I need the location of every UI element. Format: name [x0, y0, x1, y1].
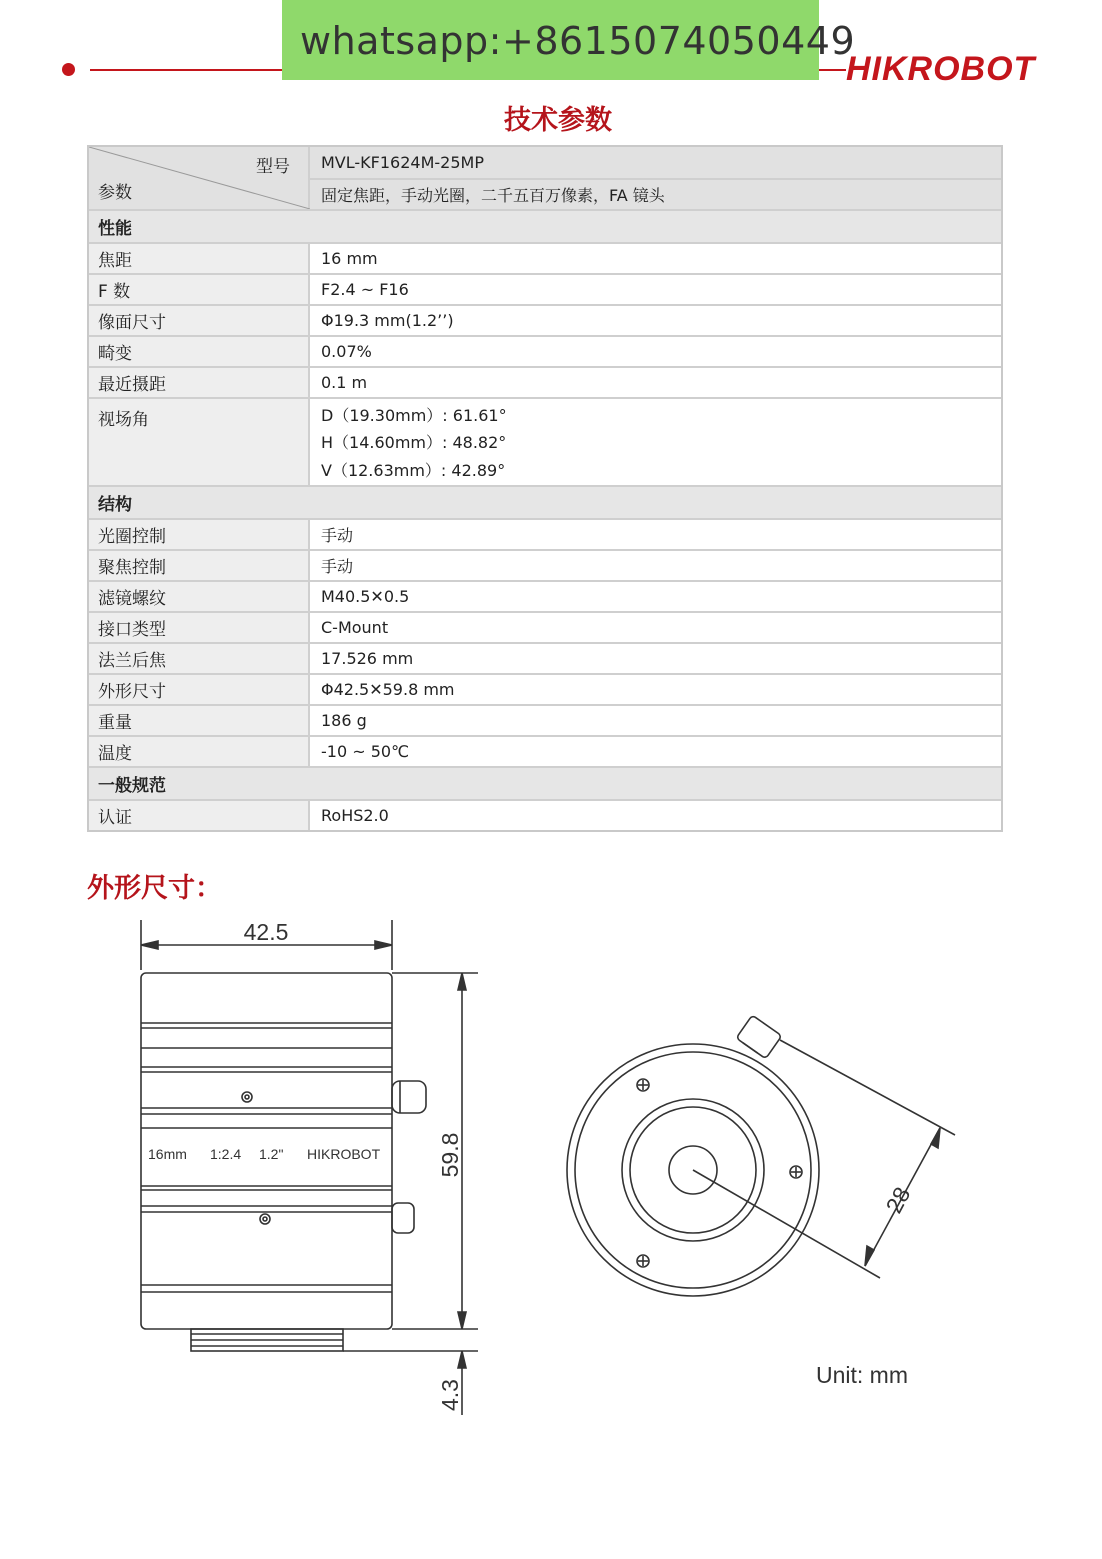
row-key: 重量	[89, 706, 310, 735]
row-key: F 数	[89, 275, 310, 304]
table-row	[89, 673, 1001, 704]
table-row	[89, 242, 1001, 273]
row-key: 光圈控制	[89, 520, 310, 549]
table-row	[89, 304, 1001, 335]
table-row	[89, 642, 1001, 673]
table-row	[89, 799, 1001, 830]
fov-horizontal: H（14.60mm）: 48.82°	[321, 433, 507, 453]
row-key: 认证	[89, 801, 310, 830]
row-value: 17.526 mm	[321, 649, 414, 668]
param-key-label: 参数	[98, 183, 132, 203]
model-key-label: 型号	[256, 157, 290, 177]
row-key: 像面尺寸	[89, 306, 310, 335]
row-value: 手动	[321, 557, 354, 576]
spec-table	[87, 145, 1003, 832]
barrel-focal-text: 16mm	[148, 1146, 187, 1162]
diameter-dimension-label: 28	[880, 1182, 916, 1218]
row-key: 法兰后焦	[89, 644, 310, 673]
header-rule-left	[90, 69, 285, 71]
row-key: 接口类型	[89, 613, 310, 642]
row-value: F2.4 ~ F16	[321, 280, 409, 299]
table-row-fov	[89, 397, 1001, 485]
header-diagonal-cell	[89, 147, 310, 209]
width-dimension-label: 42.5	[243, 919, 289, 945]
table-row	[89, 366, 1001, 397]
spec-table-header	[89, 147, 1001, 209]
unit-label: Unit: mm	[816, 1362, 908, 1388]
row-key: 视场角	[89, 399, 310, 485]
mount-dimension-label: 4.3	[437, 1379, 463, 1411]
lens-dimension-drawing	[0, 900, 1102, 1440]
row-key: 外形尺寸	[89, 675, 310, 704]
row-key: 最近摄距	[89, 368, 310, 397]
row-value: 0.1 m	[321, 373, 368, 392]
table-row	[89, 273, 1001, 304]
row-value: RoHS2.0	[321, 806, 389, 825]
row-value: C-Mount	[321, 618, 389, 637]
group-performance: 性能	[89, 211, 1001, 242]
group-structure: 结构	[89, 487, 1001, 518]
row-value: M40.5✕0.5	[321, 587, 410, 606]
row-value: 0.07%	[321, 342, 372, 361]
fov-vertical: V（12.63mm）: 42.89°	[321, 460, 506, 480]
table-row	[89, 611, 1001, 642]
row-value: Φ19.3 mm(1.2’’)	[321, 311, 454, 330]
table-row	[89, 518, 1001, 549]
row-value: Φ42.5✕59.8 mm	[321, 680, 455, 699]
row-key: 温度	[89, 737, 310, 766]
table-row	[89, 704, 1001, 735]
table-row	[89, 335, 1001, 366]
model-value: MVL-KF1624M-25MP	[321, 153, 484, 172]
barrel-brand-text: HIKROBOT	[307, 1146, 381, 1162]
table-row	[89, 580, 1001, 611]
height-dimension-label: 59.8	[437, 1132, 463, 1178]
description-value: 固定焦距，手动光圈，二千五百万像素，FA 镜头	[310, 178, 1001, 209]
row-value: 186 g	[321, 711, 367, 730]
row-key: 滤镜螺纹	[89, 582, 310, 611]
row-key: 聚焦控制	[89, 551, 310, 580]
row-key: 畸变	[89, 337, 310, 366]
table-row	[89, 735, 1001, 766]
barrel-format-text: 1.2"	[259, 1146, 284, 1162]
dimensions-section-title: 外形尺寸：	[87, 873, 222, 904]
group-general: 一般规范	[89, 768, 1001, 799]
header-dot	[62, 63, 75, 76]
row-value: 手动	[321, 526, 354, 545]
barrel-aperture-text: 1:2.4	[210, 1146, 242, 1162]
row-value: 16 mm	[321, 249, 378, 268]
contact-banner: whatsapp:+8615074050449	[282, 0, 819, 80]
table-row	[89, 549, 1001, 580]
fov-diagonal: D（19.30mm）: 61.61°	[321, 406, 507, 426]
spec-section-title: 技术参数	[504, 105, 612, 136]
brand-logo: HIKROBOT	[846, 50, 1036, 88]
row-value: -10 ~ 50℃	[321, 742, 410, 761]
row-key: 焦距	[89, 244, 310, 273]
